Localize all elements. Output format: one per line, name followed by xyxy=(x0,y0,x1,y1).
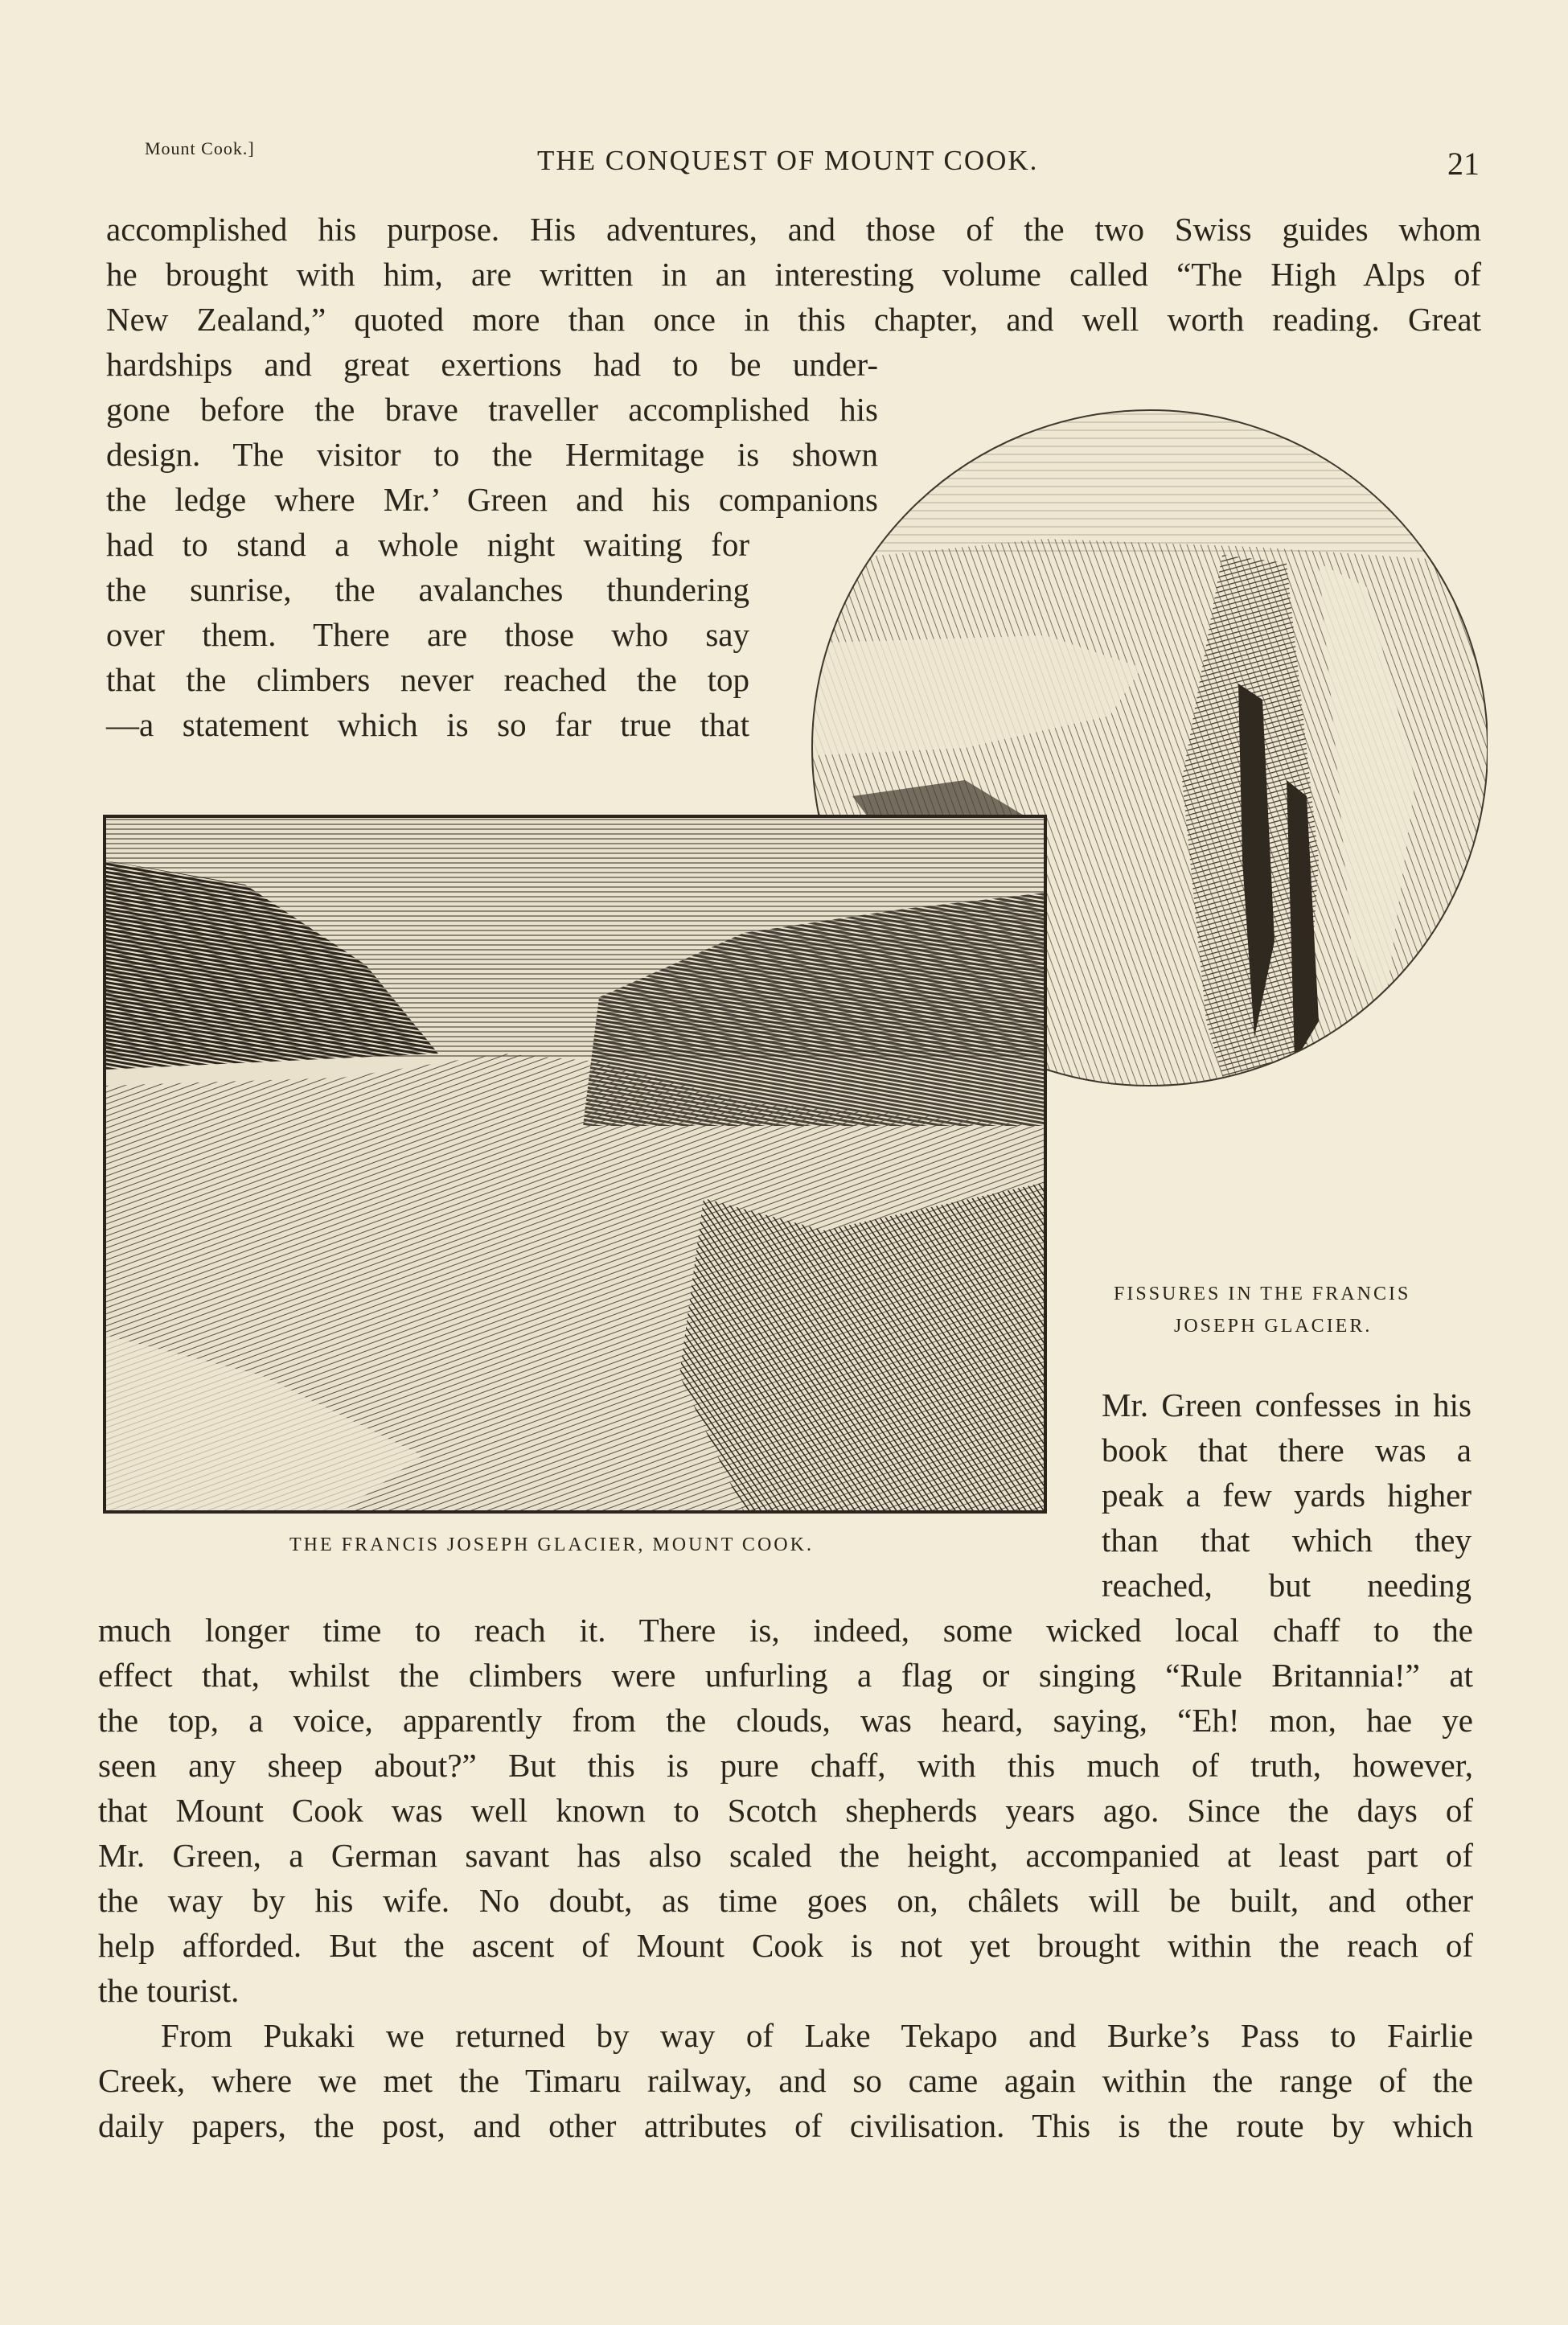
text-line: the top, a voice, apparently from the clouds, was heard, saying, “Eh! mon, hae ye xyxy=(98,1702,1473,1739)
text-line: New Zealand,” quoted more than once in this chapter, and well worth reading. Great xyxy=(106,301,1481,338)
text-line: accomplished his purpose. His adventures, and those of the two Swiss guides whom xyxy=(106,211,1481,248)
text-line: hardships and great exertions had to be under- xyxy=(106,346,878,383)
text-line: than that which they xyxy=(1102,1522,1472,1559)
text-line: —a statement which is so far true that xyxy=(106,706,749,743)
text-line: that Mount Cook was well known to Scotch shepherds years ago. Since the days of xyxy=(98,1792,1473,1829)
text-line: reached, but needing xyxy=(1102,1567,1472,1604)
running-head-left: Mount Cook.] xyxy=(145,138,255,158)
text-line: help afforded. But the ascent of Mount Cook is not yet brought within the reach of xyxy=(98,1927,1473,1964)
text-line: the tourist. xyxy=(98,1972,240,2009)
text-line: he brought with him, are written in an interesting volume called “The High Alps of xyxy=(106,256,1481,293)
text-line: design. The visitor to the Hermitage is shown xyxy=(106,436,878,473)
text-line: the way by his wife. No doubt, as time goes on, châlets will be built, and other xyxy=(98,1882,1473,1919)
text-line: From Pukaki we returned by way of Lake Tekapo and Burke’s Pass to Fairlie xyxy=(161,2017,1473,2054)
fissures-caption-line-2: JOSEPH GLACIER. xyxy=(1174,1316,1373,1337)
text-line: book that there was a xyxy=(1102,1432,1472,1469)
text-line: had to stand a whole night waiting for xyxy=(106,526,749,563)
text-line: over them. There are those who say xyxy=(106,616,749,653)
glacier-engraving xyxy=(101,812,1049,1516)
text-line: the ledge where Mr.’ Green and his companions xyxy=(106,481,878,518)
text-line: Mr. Green, a German savant has also scaled the height, accompanied at least part of xyxy=(98,1837,1473,1874)
text-line: that the climbers never reached the top xyxy=(106,661,749,698)
text-line: the sunrise, the avalanches thundering xyxy=(106,571,749,608)
text-line: peak a few yards higher xyxy=(1102,1477,1472,1514)
text-line: much longer time to reach it. There is, indeed, some wicked local chaff to the xyxy=(98,1612,1473,1649)
text-line: Creek, where we met the Timaru railway, and so came again within the range of the xyxy=(98,2062,1473,2099)
text-line: gone before the brave traveller accomplished his xyxy=(106,391,878,428)
glacier-caption: THE FRANCIS JOSEPH GLACIER, MOUNT COOK. xyxy=(289,1534,814,1555)
text-line: Mr. Green confesses in his xyxy=(1102,1386,1472,1423)
text-line: daily papers, the post, and other attributes of civilisation. This is the route by which xyxy=(98,2107,1473,2144)
text-line: effect that, whilst the climbers were unfurling a flag or singing “Rule Britannia!” at xyxy=(98,1657,1473,1694)
fissures-caption-line-1: FISSURES IN THE FRANCIS xyxy=(1114,1284,1411,1304)
text-line: seen any sheep about?” But this is pure chaff, with this much of truth, however, xyxy=(98,1747,1473,1784)
running-head-title: THE CONQUEST OF MOUNT COOK. xyxy=(537,145,1039,176)
page-number: 21 xyxy=(1447,146,1480,182)
